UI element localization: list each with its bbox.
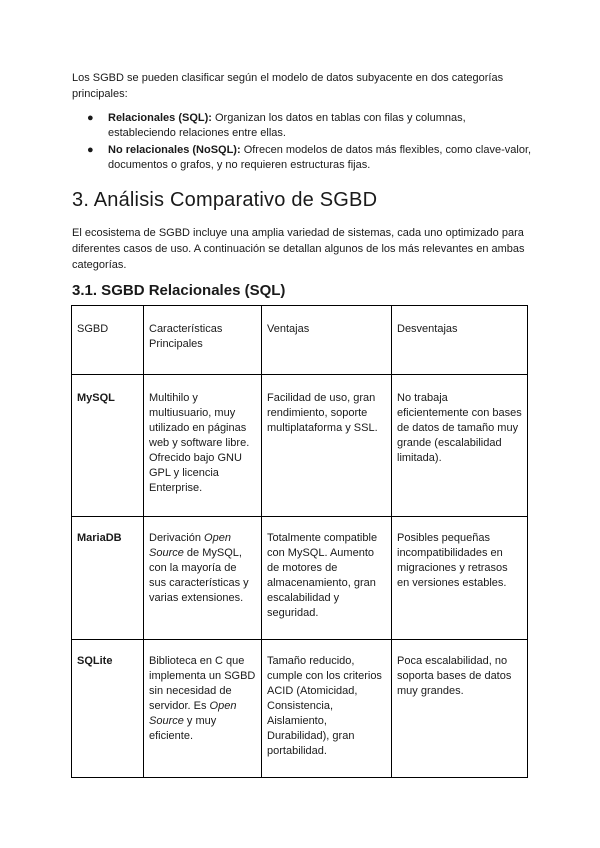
features-text: de MySQL, con la mayoría de sus características y varias extensiones. [149,547,249,604]
table-cell-name: MySQL [72,375,144,517]
intro-paragraph: Los SGBD se pueden clasificar según el modelo de datos subyacente en dos categorías principales: [72,72,504,100]
table-cell-disadvantages: Posibles pequeñas incompatibilidades en migraciones y retrasos en versiones estables. [392,517,528,640]
section-title: 3. Análisis Comparativo de SGBD [72,189,378,211]
list-item-text: Organizan los datos en tablas con filas y columnas, estableciendo relaciones entre ellas. [108,112,466,139]
section-paragraph: El ecosistema de SGBD incluye una amplia variedad de sistemas, cada uno optimizado para diferentes casos de uso. A continuación se detallan algunos de los más relevantes en ambas categorías. [72,227,525,271]
comparison-table [71,305,528,778]
table-header-cell: Ventajas [262,306,392,375]
table-cell-disadvantages: No trabaja eficientemente con bases de datos de tamaño muy grande (escalabilidad limitada). [392,375,528,517]
table-row [72,375,528,517]
table-cell-features: Multihilo y multiusuario, muy utilizado en páginas web y software libre. Ofrecido bajo GNU GPL y licencia Enterprise. [144,375,262,517]
table-cell-features [144,640,262,778]
list-item [72,143,532,173]
table-cell-advantages: Tamaño reducido, cumple con los criterios ACID (Atomicidad, Consistencia, Aislamiento, Durabilidad), gran portabilidad. [262,640,392,778]
table-header-cell: Desventajas [392,306,528,375]
bullet-icon: ● [87,144,94,156]
table-cell-features [144,517,262,640]
list-item [72,111,532,141]
table-cell-disadvantages: Poca escalabilidad, no soporta bases de datos muy grandes. [392,640,528,778]
table-header-row [72,306,528,375]
features-italic-text: Open Source [149,700,237,727]
features-italic-text: Open Source [149,532,231,559]
bullet-icon: ● [87,112,94,124]
table-cell-name: SQLite [72,640,144,778]
list-item-term: Relacionales (SQL): [108,112,212,124]
list-item-term: No relacionales (NoSQL): [108,144,241,156]
features-text: Derivación [149,532,205,544]
table-header-cell: SGBD [72,306,144,375]
table-header-cell: Características Principales [144,306,262,375]
features-text: y muy eficiente. [149,715,217,742]
table-cell-advantages: Facilidad de uso, gran rendimiento, soporte multiplataforma y SSL. [262,375,392,517]
table-row [72,517,528,640]
list-item-text: Ofrecen modelos de datos más flexibles, como clave-valor, documentos o grafos, y no requieren estructuras fijas. [108,144,532,171]
table-cell-advantages: Totalmente compatible con MySQL. Aumento de motores de almacenamiento, gran escalabilidad y seguridad. [262,517,392,640]
subsection-title: 3.1. SGBD Relacionales (SQL) [72,282,286,299]
table-row [72,640,528,778]
features-text: Biblioteca en C que implementa un SGBD sin necesidad de servidor. Es [149,655,256,712]
table-cell-name: MariaDB [72,517,144,640]
category-list [72,111,532,175]
